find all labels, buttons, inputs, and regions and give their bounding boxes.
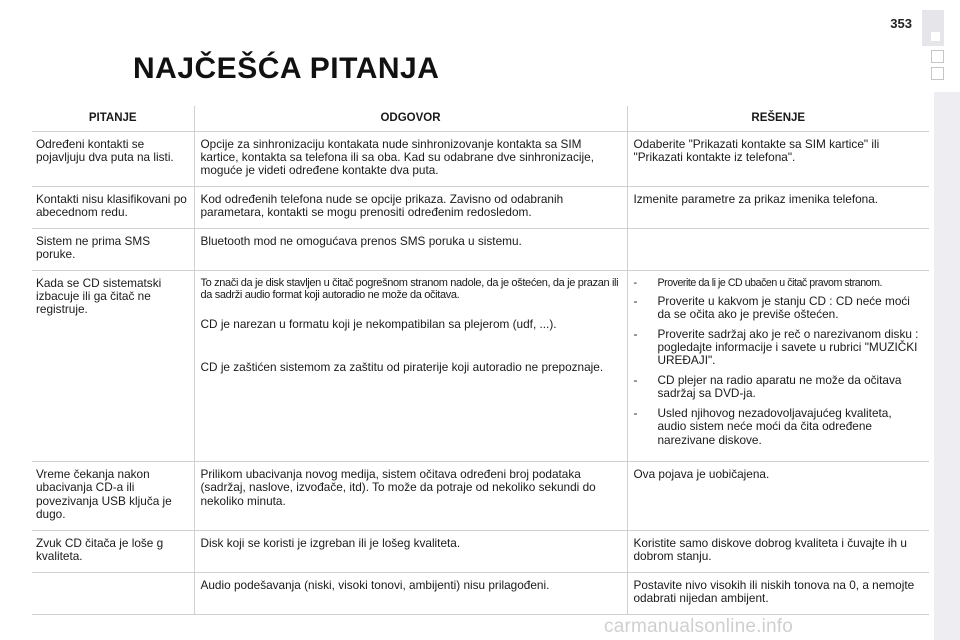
nav-box-upper — [931, 50, 944, 63]
side-strip — [934, 92, 960, 640]
answer-cell: Opcije za sinhronizaciju kontakata nude sinhronizovanje kontakta sa SIM kartice, kontakta sa telefona ili sa oba. Kad su odabrane dve sinhronizacije, moguće je videti određene kontakte dva puta. — [194, 131, 627, 186]
table-row — [32, 186, 929, 228]
solution-cell: Ova pojava je uobičajena. — [627, 462, 929, 531]
table-row — [32, 530, 929, 572]
solution-cell: Odaberite "Prikazati kontakte sa SIM kartice" ili "Prikazati kontakte iz telefona". — [627, 131, 929, 186]
answer-paragraph: To znači da je disk stavljen u čitač pogrešnom stranom nadole, da je oštećen, da je prazan ili da sadrži audio format koji autoradio ne može da očitava. — [200, 276, 619, 302]
question-cell: Određeni kontakti se pojavljuju dva puta na listi. — [32, 131, 194, 186]
header-solution: REŠENJE — [627, 106, 929, 131]
chapter-tab — [922, 10, 944, 46]
solution-cell: Koristite samo diskove dobrog kvaliteta i čuvajte ih u dobrom stanju. — [627, 530, 929, 572]
question-cell — [32, 572, 194, 614]
answer-cell — [194, 270, 627, 461]
table-row — [32, 462, 929, 531]
question-cell: Kada se CD sistematski izbacuje ili ga čitač ne registruje. — [32, 270, 194, 461]
header-answer: ODGOVOR — [194, 106, 627, 131]
nav-box-lower — [931, 67, 944, 80]
solution-list — [634, 277, 924, 447]
question-cell: Zvuk CD čitača je loše g kvaliteta. — [32, 530, 194, 572]
question-cell: Sistem ne prima SMS poruke. — [32, 228, 194, 270]
table-row — [32, 270, 929, 461]
answer-cell: Kod određenih telefona nude se opcije prikaza. Zavisno od odabranih parametara, kontakti se mogu prenositi određenim redosledom. — [194, 186, 627, 228]
header-question: PITANJE — [32, 106, 194, 131]
table-row — [32, 228, 929, 270]
answer-cell: Bluetooth mod ne omogućava prenos SMS poruka u sistemu. — [194, 228, 627, 270]
answer-cell: Disk koji se koristi je izgreban ili je lošeg kvaliteta. — [194, 530, 627, 572]
solution-item: - Proverite u kakvom je stanju CD : CD neće moći da se očita ako je previše oštećen. — [634, 295, 924, 322]
table-header-row — [32, 106, 929, 131]
answer-paragraph: CD je zaštićen sistemom za zaštitu od piraterije koji autoradio ne prepoznaje. — [200, 360, 604, 375]
solution-item: - Proverite sadržaj ako je reč o narezivanom disku : pogledajte informacije i savete u rubrici "MUZIČKI UREĐAJI". — [634, 328, 924, 368]
table-row — [32, 131, 929, 186]
answer-paragraph: CD je narezan u formatu koji je nekompatibilan sa plejerom (udf, ...). — [200, 316, 557, 331]
solution-item: - Usled njihovog nezadovoljavajućeg kvaliteta, audio sistem neće moći da čita određene narezivane diskove. — [634, 407, 924, 447]
faq-table — [32, 106, 929, 615]
question-cell: Vreme čekanja nakon ubacivanja CD-a ili povezivanja USB ključa je dugo. — [32, 462, 194, 531]
page-number: 353 — [890, 16, 912, 31]
table-row — [32, 572, 929, 614]
question-cell: Kontakti nisu klasifikovani po abecednom redu. — [32, 186, 194, 228]
page-title: NAJČEŠĆA PITANJA — [133, 52, 440, 85]
answer-cell: Audio podešavanja (niski, visoki tonovi, ambijenti) nisu prilagođeni. — [194, 572, 627, 614]
solution-item: - Proverite da li je CD ubačen u čitač pravom stranom. — [634, 277, 924, 289]
solution-cell: Postavite nivo visokih ili niskih tonova na 0, a nemojte odabrati nijedan ambijent. — [627, 572, 929, 614]
watermark: carmanualsonline.info — [604, 616, 794, 637]
solution-cell — [627, 228, 929, 270]
solution-cell: Izmenite parametre za prikaz imenika telefona. — [627, 186, 929, 228]
solution-item: - CD plejer na radio aparatu ne može da očitava sadržaj sa DVD-ja. — [634, 374, 924, 401]
answer-cell: Prilikom ubacivanja novog medija, sistem očitava određeni broj podataka (sadržaj, naslove, izvođače, itd). To može da potraje od nekoliko sekundi do nekoliko minuta. — [194, 462, 627, 531]
solution-cell — [627, 270, 929, 461]
tab-marker — [931, 32, 940, 41]
